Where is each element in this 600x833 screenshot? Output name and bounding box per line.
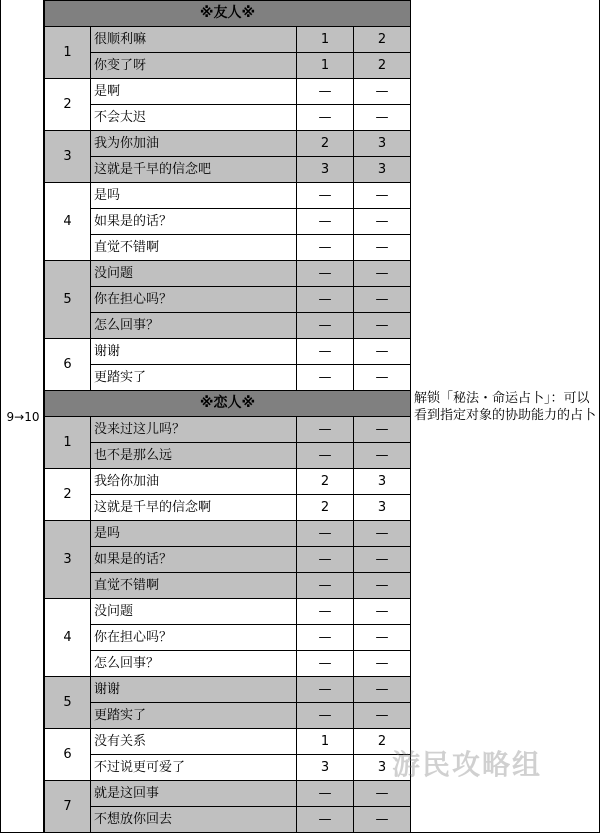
dialogue-row bbox=[45, 807, 411, 833]
dialogue-option: 不想放你回去 bbox=[91, 807, 297, 833]
value-b: — bbox=[354, 235, 411, 261]
dialogue-row bbox=[45, 183, 411, 209]
value-a: — bbox=[297, 443, 354, 469]
value-b: — bbox=[354, 625, 411, 651]
dialogue-row bbox=[45, 547, 411, 573]
group-number: 6 bbox=[45, 729, 91, 781]
dialogue-row bbox=[45, 573, 411, 599]
value-b: 2 bbox=[354, 729, 411, 755]
value-a: 1 bbox=[297, 53, 354, 79]
dialogue-row bbox=[45, 53, 411, 79]
value-b: — bbox=[354, 339, 411, 365]
dialogue-option: 也不是那么远 bbox=[91, 443, 297, 469]
dialogue-row bbox=[45, 443, 411, 469]
group-number: 2 bbox=[45, 469, 91, 521]
dialogue-option: 直觉不错啊 bbox=[91, 235, 297, 261]
group-number: 5 bbox=[45, 677, 91, 729]
dialogue-row bbox=[45, 703, 411, 729]
dialogue-option: 没有关系 bbox=[91, 729, 297, 755]
dialogue-table-body bbox=[45, 1, 411, 833]
value-b: — bbox=[354, 521, 411, 547]
value-a: — bbox=[297, 287, 354, 313]
dialogue-row bbox=[45, 339, 411, 365]
value-a: — bbox=[297, 79, 354, 105]
value-b: — bbox=[354, 105, 411, 131]
group-number: 7 bbox=[45, 781, 91, 833]
section-header-row bbox=[45, 391, 411, 417]
dialogue-row bbox=[45, 469, 411, 495]
group-number: 4 bbox=[45, 599, 91, 677]
dialogue-option: 没问题 bbox=[91, 599, 297, 625]
value-a: 2 bbox=[297, 469, 354, 495]
value-a: 1 bbox=[297, 27, 354, 53]
dialogue-option: 更踏实了 bbox=[91, 703, 297, 729]
value-a: — bbox=[297, 417, 354, 443]
dialogue-option: 谢谢 bbox=[91, 677, 297, 703]
dialogue-option: 很顺利嘛 bbox=[91, 27, 297, 53]
value-a: — bbox=[297, 703, 354, 729]
group-number: 1 bbox=[45, 417, 91, 469]
dialogue-option: 怎么回事？ bbox=[91, 651, 297, 677]
dialogue-row bbox=[45, 625, 411, 651]
value-a: — bbox=[297, 625, 354, 651]
dialogue-row bbox=[45, 677, 411, 703]
value-a: — bbox=[297, 313, 354, 339]
watermark-logo: 游民攻略组 bbox=[392, 748, 543, 781]
dialogue-option: 你在担心吗？ bbox=[91, 287, 297, 313]
value-b: 3 bbox=[354, 495, 411, 521]
dialogue-option: 怎么回事？ bbox=[91, 313, 297, 339]
value-b: — bbox=[354, 287, 411, 313]
dialogue-option: 不会太迟 bbox=[91, 105, 297, 131]
dialogue-row bbox=[45, 27, 411, 53]
value-a: — bbox=[297, 599, 354, 625]
value-b: — bbox=[354, 651, 411, 677]
value-a: 3 bbox=[297, 157, 354, 183]
value-a: — bbox=[297, 573, 354, 599]
section-title: ※恋人※ bbox=[45, 391, 411, 417]
dialogue-row bbox=[45, 157, 411, 183]
group-number: 1 bbox=[45, 27, 91, 79]
value-b: 3 bbox=[354, 131, 411, 157]
dialogue-row bbox=[45, 79, 411, 105]
value-a: — bbox=[297, 261, 354, 287]
dialogue-row bbox=[45, 651, 411, 677]
dialogue-option: 没来过这儿吗？ bbox=[91, 417, 297, 443]
group-number: 3 bbox=[45, 131, 91, 183]
dialogue-row bbox=[45, 781, 411, 807]
value-a: — bbox=[297, 807, 354, 833]
dialogue-option: 你在担心吗？ bbox=[91, 625, 297, 651]
value-b: — bbox=[354, 209, 411, 235]
value-a: — bbox=[297, 651, 354, 677]
dialogue-option: 直觉不错啊 bbox=[91, 573, 297, 599]
value-a: — bbox=[297, 781, 354, 807]
dialogue-option: 我为你加油 bbox=[91, 131, 297, 157]
value-a: — bbox=[297, 521, 354, 547]
value-b: 2 bbox=[354, 53, 411, 79]
value-a: — bbox=[297, 365, 354, 391]
value-b: — bbox=[354, 417, 411, 443]
dialogue-option: 这就是千早的信念吧 bbox=[91, 157, 297, 183]
level-column bbox=[0, 0, 44, 833]
dialogue-row bbox=[45, 313, 411, 339]
dialogue-row bbox=[45, 131, 411, 157]
dialogue-row bbox=[45, 599, 411, 625]
dialogue-option: 就是这回事 bbox=[91, 781, 297, 807]
dialogue-option: 这就是千早的信念啊 bbox=[91, 495, 297, 521]
dialogue-option: 如果是的话？ bbox=[91, 209, 297, 235]
dialogue-row bbox=[45, 755, 411, 781]
dialogue-row bbox=[45, 365, 411, 391]
value-b: — bbox=[354, 313, 411, 339]
value-a: 2 bbox=[297, 495, 354, 521]
value-b: 3 bbox=[354, 469, 411, 495]
value-a: — bbox=[297, 209, 354, 235]
value-b: — bbox=[354, 703, 411, 729]
group-number: 3 bbox=[45, 521, 91, 599]
value-a: — bbox=[297, 235, 354, 261]
value-b: 2 bbox=[354, 27, 411, 53]
value-b: — bbox=[354, 573, 411, 599]
value-b: 3 bbox=[354, 755, 411, 781]
value-a: — bbox=[297, 339, 354, 365]
dialogue-option: 更踏实了 bbox=[91, 365, 297, 391]
value-b: — bbox=[354, 261, 411, 287]
group-number: 5 bbox=[45, 261, 91, 339]
dialogue-option: 如果是的话？ bbox=[91, 547, 297, 573]
dialogue-row bbox=[45, 729, 411, 755]
value-b: — bbox=[354, 677, 411, 703]
dialogue-row bbox=[45, 209, 411, 235]
dialogue-row bbox=[45, 105, 411, 131]
dialogue-option: 谢谢 bbox=[91, 339, 297, 365]
dialogue-row bbox=[45, 261, 411, 287]
value-a: 1 bbox=[297, 729, 354, 755]
group-number: 2 bbox=[45, 79, 91, 131]
value-b: — bbox=[354, 807, 411, 833]
value-a: — bbox=[297, 183, 354, 209]
dialogue-row bbox=[45, 417, 411, 443]
dialogue-option: 我给你加油 bbox=[91, 469, 297, 495]
dialogue-row bbox=[45, 495, 411, 521]
value-b: — bbox=[354, 547, 411, 573]
value-b: — bbox=[354, 183, 411, 209]
dialogue-option: 是啊 bbox=[91, 79, 297, 105]
value-a: — bbox=[297, 105, 354, 131]
dialogue-option: 没问题 bbox=[91, 261, 297, 287]
value-b: — bbox=[354, 79, 411, 105]
value-b: — bbox=[354, 781, 411, 807]
value-a: — bbox=[297, 677, 354, 703]
level-label: 9→10 bbox=[6, 410, 40, 424]
dialogue-option: 不过说更可爱了 bbox=[91, 755, 297, 781]
value-b: — bbox=[354, 599, 411, 625]
section-header-row bbox=[45, 1, 411, 27]
dialogue-option: 你变了呀 bbox=[91, 53, 297, 79]
value-b: — bbox=[354, 443, 411, 469]
section-title: ※友人※ bbox=[45, 1, 411, 27]
dialogue-row bbox=[45, 521, 411, 547]
dialogue-option: 是吗 bbox=[91, 183, 297, 209]
value-a: 3 bbox=[297, 755, 354, 781]
value-b: — bbox=[354, 365, 411, 391]
dialogue-row bbox=[45, 235, 411, 261]
reward-column bbox=[410, 0, 600, 833]
dialogue-option: 是吗 bbox=[91, 521, 297, 547]
dialogue-table bbox=[44, 0, 410, 833]
group-number: 6 bbox=[45, 339, 91, 391]
dialogue-row bbox=[45, 287, 411, 313]
group-number: 4 bbox=[45, 183, 91, 261]
value-b: 3 bbox=[354, 157, 411, 183]
reward-text: 解锁「秘法・命运占卜」：可以看到指定对象的协助能力的占卜 bbox=[414, 391, 597, 423]
value-a: — bbox=[297, 547, 354, 573]
value-a: 2 bbox=[297, 131, 354, 157]
